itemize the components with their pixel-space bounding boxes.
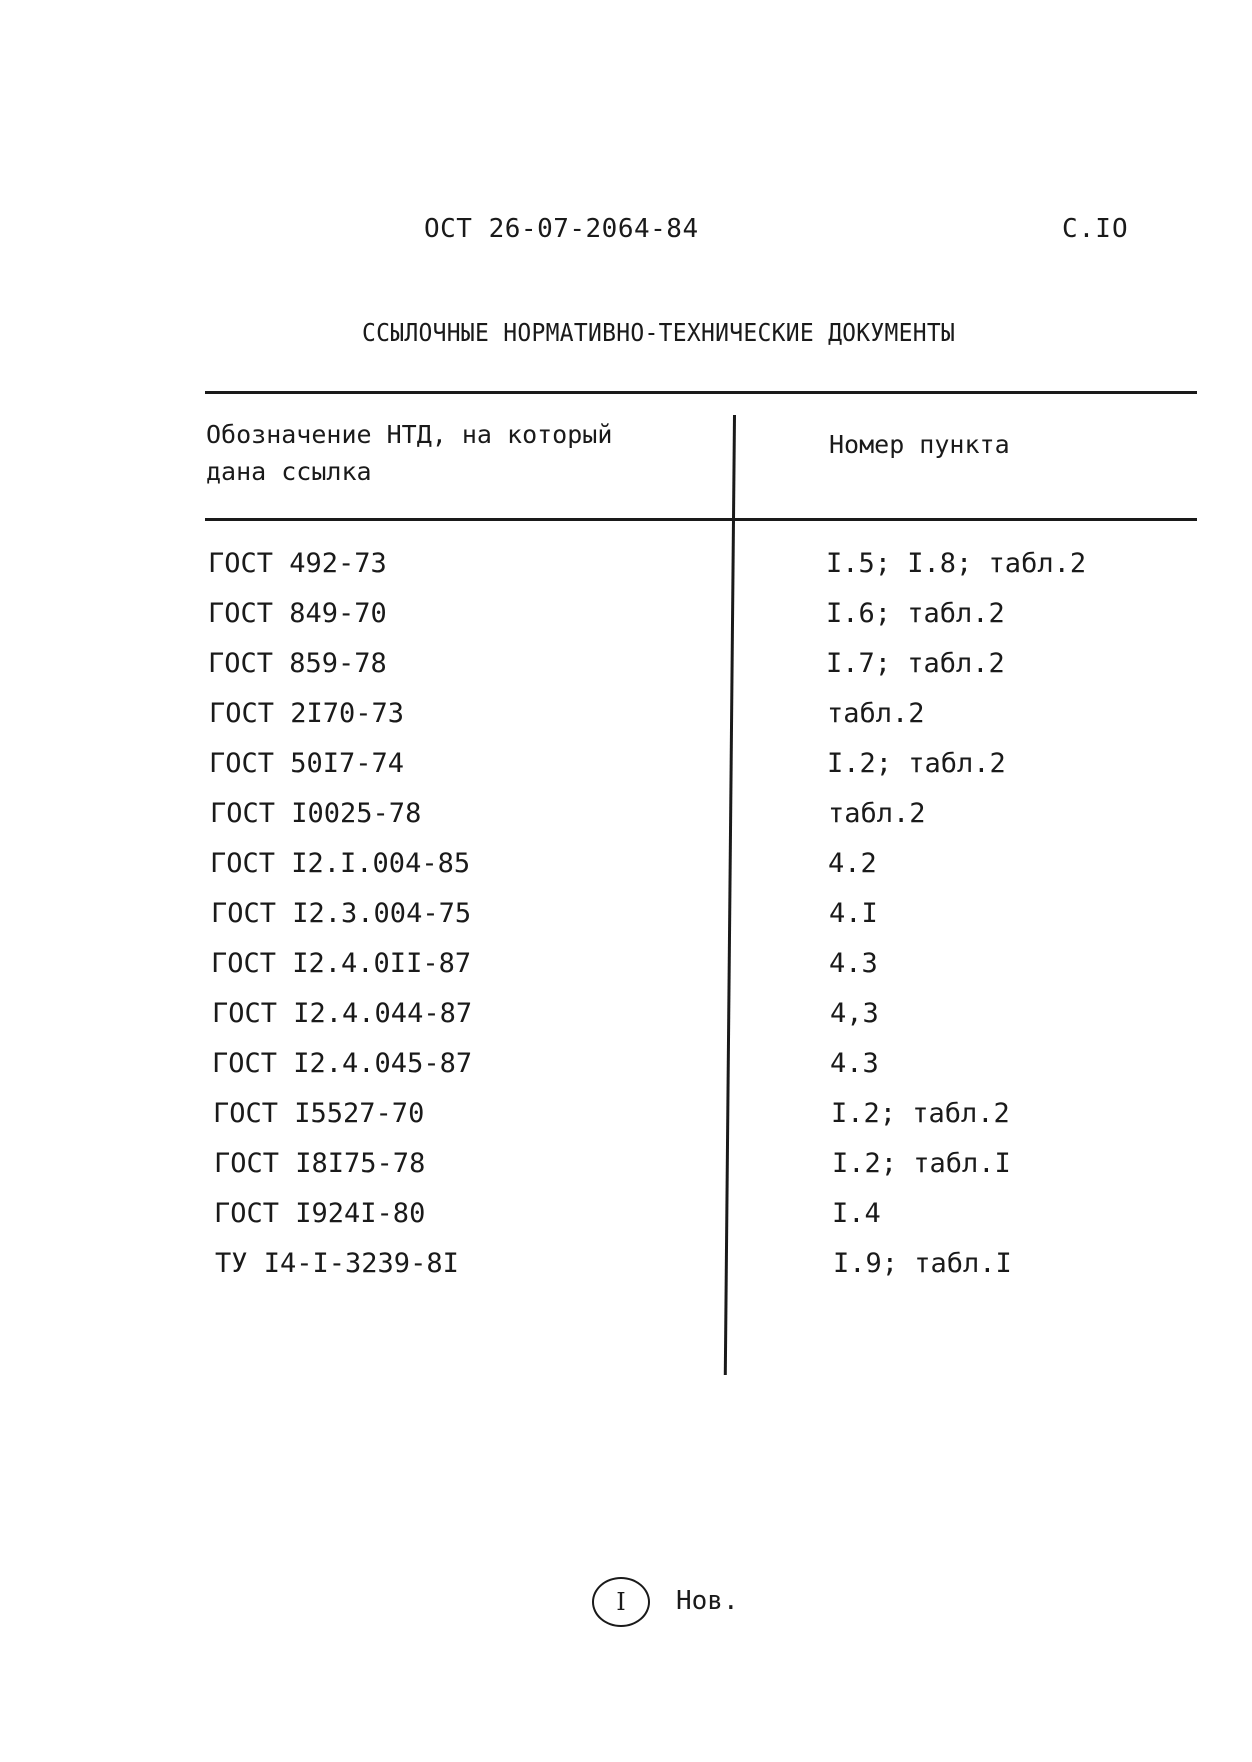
reference-cell: ГОСТ 859-78 (208, 648, 387, 679)
reference-cell: ГОСТ 50I7-74 (209, 748, 405, 779)
column-header-reference (206, 416, 612, 490)
page-number: С.IO (1062, 214, 1129, 244)
reference-cell: ГОСТ I924I-80 (214, 1198, 426, 1229)
table-header-rule (205, 518, 1197, 521)
clause-cell: 4.2 (828, 848, 877, 879)
clause-cell: I.9; табл.I (833, 1248, 1012, 1279)
clause-cell: 4,3 (830, 998, 879, 1029)
reference-cell: ГОСТ 849-70 (208, 598, 387, 629)
clause-cell: 4.3 (829, 948, 878, 979)
table-top-rule (205, 391, 1197, 394)
clause-cell: 4.I (829, 898, 878, 929)
reference-cell: ГОСТ 492-73 (208, 548, 387, 579)
reference-cell: ГОСТ I2.4.044-87 (212, 998, 473, 1029)
column-header-clause: Номер пункта (829, 430, 1010, 459)
column-header-reference-line2: дана ссылка (206, 457, 372, 486)
reference-cell: ГОСТ I2.4.045-87 (212, 1048, 473, 1079)
clause-cell: I.7; табл.2 (826, 648, 1005, 679)
document-code: ОСТ 26-07-2064-84 (424, 214, 699, 244)
clause-cell: табл.2 (827, 698, 925, 729)
clause-cell: I.2; табл.I (832, 1148, 1011, 1179)
reference-cell: ГОСТ I2.I.004-85 (210, 848, 471, 879)
reference-cell: ГОСТ I8I75-78 (214, 1148, 426, 1179)
reference-cell: ГОСТ I2.3.004-75 (211, 898, 472, 929)
clause-cell: I.2; табл.2 (827, 748, 1006, 779)
reference-cell: ГОСТ I0025-78 (210, 798, 422, 829)
page-title: ССЫЛОЧНЫЕ НОРМАТИВНО-ТЕХНИЧЕСКИЕ ДОКУМЕНТЫ (362, 318, 956, 347)
change-note: Нов. (676, 1586, 739, 1616)
reference-cell: ГОСТ 2I70-73 (209, 698, 405, 729)
reference-cell: ТУ I4-I-3239-8I (215, 1248, 459, 1279)
reference-cell: ГОСТ I5527-70 (213, 1098, 425, 1129)
clause-cell: I.4 (832, 1198, 881, 1229)
column-header-reference-line1: Обозначение НТД, на который (206, 420, 613, 449)
clause-cell: 4.3 (830, 1048, 879, 1079)
table-column-divider (724, 415, 736, 1375)
reference-cell: ГОСТ I2.4.0II-87 (211, 948, 472, 979)
clause-cell: I.5; I.8; табл.2 (826, 548, 1087, 579)
change-number-circle: I (592, 1577, 650, 1627)
clause-cell: табл.2 (828, 798, 926, 829)
clause-cell: I.6; табл.2 (826, 598, 1005, 629)
clause-cell: I.2; табл.2 (831, 1098, 1010, 1129)
